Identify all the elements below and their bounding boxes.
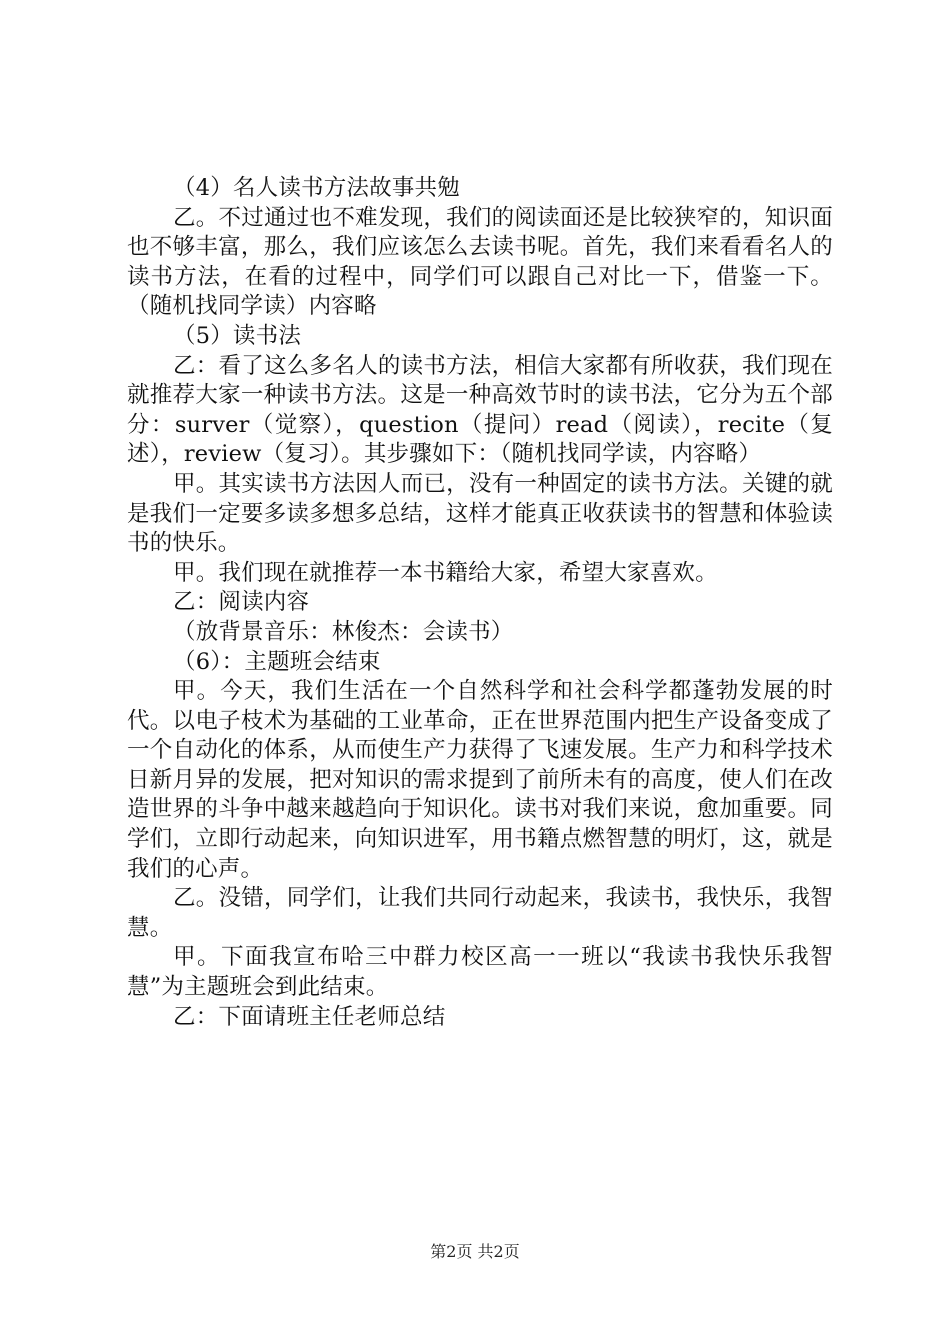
paragraph-act-together: 乙。没错，同学们，让我们共同行动起来，我读书，我快乐，我智慧。 (127, 885, 833, 941)
paragraph-announce-end: 甲。下面我宣布哈三中群力校区高一一班以“我读书我快乐我智慧”为主题班会到此结束。 (127, 944, 833, 1001)
paragraph-era-of-science: 甲。今天，我们生活在一个自然科学和社会科学都蓬勃发展的时代。以电子枝术为基础的工业革命，正在世界范围内把生产设备变成了一个自动化的体系，从而使生产力获得了飞速发展。生产力和科学技术日新月异的发展，把对知识的需求提到了前所未有的高度，使人们在改造世界的斗争中越来越趋向于知识化。读书对我们来说，愈加重要。同学们，立即行动起来，向知识进军，用书籍点燃智慧的明灯，这，就是我们的心声。 (127, 678, 833, 882)
paragraph-reading-content: 乙：阅读内容 (173, 589, 310, 616)
heading-famous-reading-methods: （4）名人读书方法故事共勉 (173, 175, 460, 201)
paragraph-reading-scope: 乙。不过通过也不难发现，我们的阅读面还是比较狭窄的，知识面也不够丰富，那么，我们应该怎么去读书呢。首先，我们来看看名人的读书方法，在看的过程中，同学们可以跟自己对比一下，借鉴一下。（随机找同学读）内容略 (127, 204, 833, 320)
document-body (127, 174, 833, 1032)
paragraph-recommend-book: 甲。我们现在就推荐一本书籍给大家，希望大家喜欢。 (173, 559, 718, 586)
heading-reading-method: （5）读书法 (173, 322, 302, 349)
paragraph-method-varies: 甲。其实读书方法因人而已，没有一种固定的读书方法。关键的就是我们一定要多读多想多总结，这样才能真正收获读书的智慧和体验读书的快乐。 (127, 470, 833, 557)
page-number-footer: 第2页 共2页 (430, 1242, 520, 1261)
paragraph-teacher-summary: 乙：下面请班主任老师总结 (173, 1003, 446, 1030)
paragraph-five-step-method: 乙：看了这么多名人的读书方法，相信大家都有所收获，我们现在就推荐大家一种读书方法。这是一种高效节时的读书法，它分为五个部分：surver（觉察），question（提问）read（阅读），recite（复述），review（复习）。其步骤如下：（随机找同学读，内容略） (127, 352, 833, 468)
heading-meeting-end: （6）：主题班会结束 (173, 648, 381, 675)
paragraph-background-music: （放背景音乐：林俊杰：会读书） (173, 618, 514, 645)
